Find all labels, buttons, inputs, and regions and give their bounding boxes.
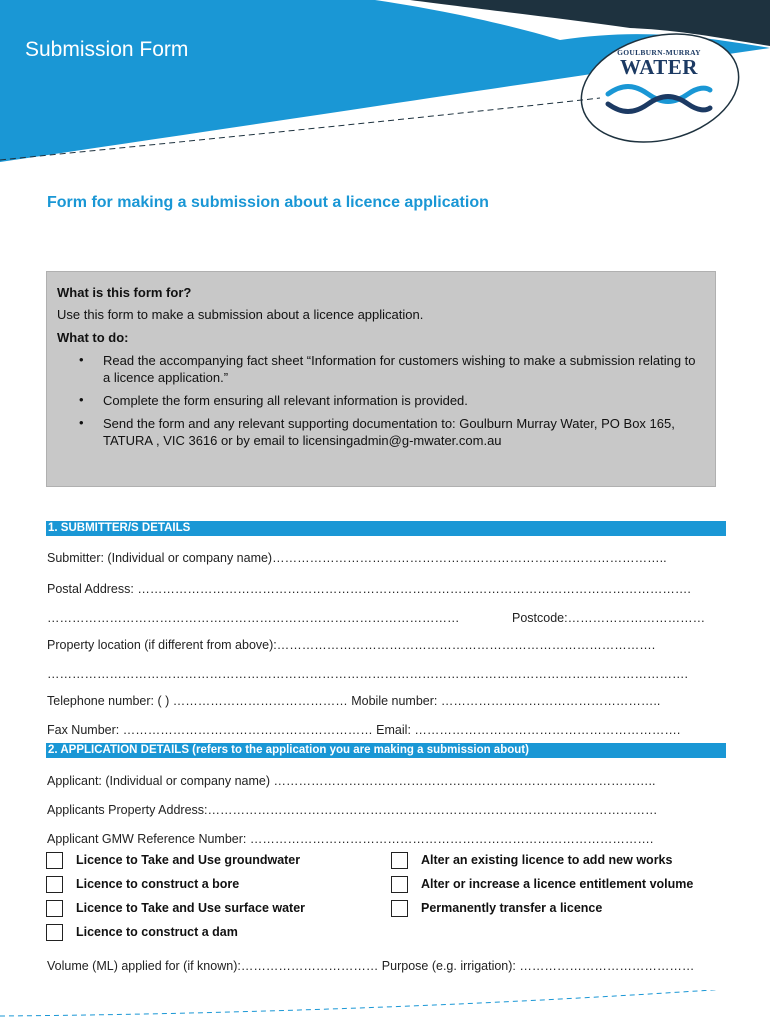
section-application-header: 2. APPLICATION DETAILS (refers to the application you are making a submission about): [46, 743, 726, 758]
logo-waves-icon: [604, 84, 714, 114]
info-question-purpose: What is this form for?: [57, 285, 192, 300]
checkbox-increase-entitlement[interactable]: [391, 876, 408, 893]
bullet: •: [79, 392, 84, 407]
logo-top-text: GOULBURN-MURRAY: [617, 48, 701, 57]
checkbox-add-new-works[interactable]: [391, 852, 408, 869]
volume-purpose-field[interactable]: Volume (ML) applied for (if known):…………………………… Purpose (e.g. irrigation): ……………………………………: [47, 959, 695, 973]
section-submitter-header: 1. SUBMITTER/S DETAILS: [46, 521, 726, 536]
applicant-name-field[interactable]: Applicant: (Individual or company name) ………………………………………………………………………………..: [47, 774, 656, 788]
gmw-reference-field[interactable]: Applicant GMW Reference Number: …………………………………………………………………………………….: [47, 832, 654, 846]
checkbox-label-construct-dam: Licence to construct a dam: [76, 925, 238, 939]
bullet: •: [79, 352, 84, 367]
form-title: Submission Form: [25, 38, 189, 61]
checkbox-label-increase-entitlement: Alter or increase a licence entitlement volume: [421, 877, 694, 891]
fax-email-field[interactable]: Fax Number: …………………………………………………… Email: ……………………………………………………….: [47, 723, 681, 737]
info-answer-purpose: Use this form to make a submission about a licence application.: [57, 307, 424, 322]
checkbox-groundwater[interactable]: [46, 852, 63, 869]
form-heading: Form for making a submission about a licence application: [47, 194, 489, 211]
logo-main-text: WATER: [620, 55, 698, 79]
checkbox-label-construct-bore: Licence to construct a bore: [76, 877, 240, 891]
checkbox-construct-bore[interactable]: [46, 876, 63, 893]
property-location-line2-field[interactable]: ……………………………………………………………………………………………………………………………………….: [47, 667, 688, 681]
telephone-mobile-field[interactable]: Telephone number: ( ) …………………………………… Mobile number: ……………………………………………..: [47, 694, 661, 708]
checkbox-surface-water[interactable]: [46, 900, 63, 917]
info-item-3: Send the form and any relevant supporting documentation to: Goulburn Murray Water, PO Box 165, TATURA , VIC 3616 or by email to licensingadmin@g-mwater.com.au: [103, 416, 675, 448]
checkbox-construct-dam[interactable]: [46, 924, 63, 941]
footer-curve: [0, 990, 770, 1024]
bullet: •: [79, 415, 84, 430]
checkbox-label-groundwater: Licence to Take and Use groundwater: [76, 853, 301, 867]
info-box: [46, 271, 716, 487]
applicant-property-address-field[interactable]: Applicants Property Address:………………………………………………………………………………………………: [47, 803, 658, 817]
checkbox-label-permanent-transfer: Permanently transfer a licence: [421, 901, 603, 915]
property-location-field[interactable]: Property location (if different from above):……………………………………………………………………………….: [47, 638, 656, 652]
checkbox-permanent-transfer[interactable]: [391, 900, 408, 917]
info-item-2: Complete the form ensuring all relevant information is provided.: [103, 393, 468, 408]
postal-address-field[interactable]: Postal Address: …………………………………………………………………………………………………………………….: [47, 582, 691, 596]
checkbox-label-add-new-works: Alter an existing licence to add new works: [421, 853, 673, 867]
postcode-field[interactable]: Postcode:……………………………: [512, 611, 706, 625]
info-question-todo: What to do:: [57, 330, 129, 345]
submitter-name-field[interactable]: Submitter: (Individual or company name)…………………………………………………………………………………..: [47, 551, 667, 565]
checkbox-label-surface-water: Licence to Take and Use surface water: [76, 901, 306, 915]
postal-address-line2-field[interactable]: ………………………………………………………………………………………: [47, 611, 460, 625]
info-item-1: Read the accompanying fact sheet “Information for customers wishing to make a submission relating to a licence application.”: [103, 353, 696, 385]
